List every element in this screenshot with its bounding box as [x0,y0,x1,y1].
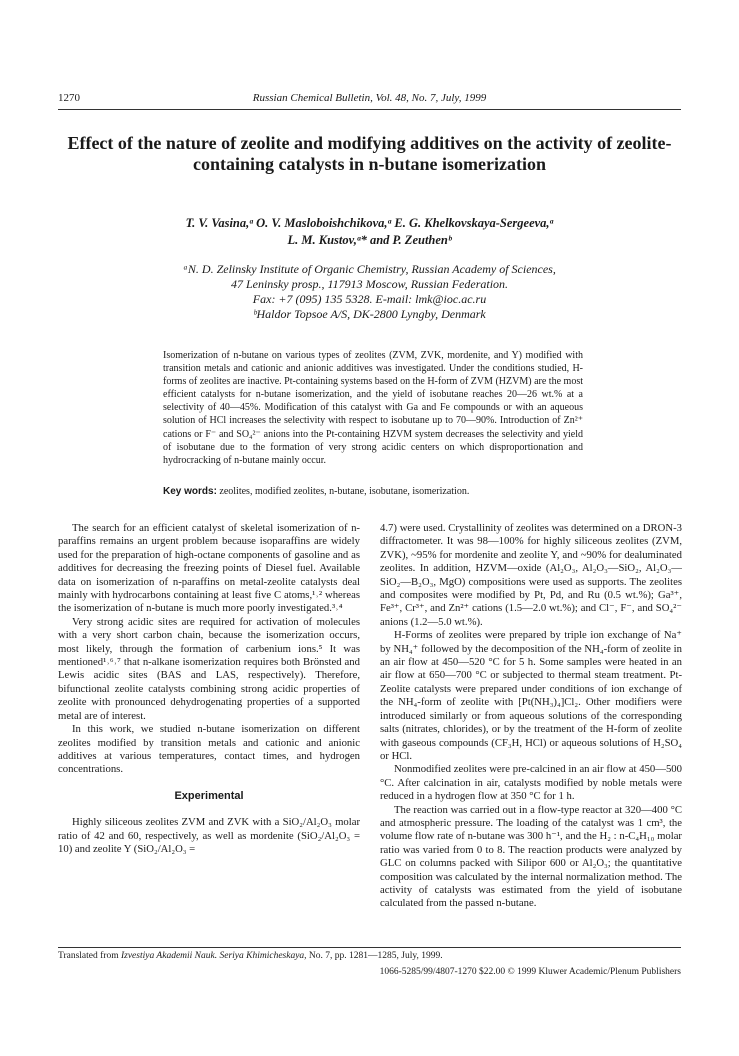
body-paragraph: Very strong acidic sites are required for activation of molecules with a very short carbon chain, because the isomerization occurs, most likely, through the formation of carbenium ions.⁵ It was mentioned¹˒⁶˒⁷ that n-alkane isomerization requires both Brönsted and Lewis acidic sites (BAS and LAS, respectively). Therefore, bifunctional zeolite catalysts combining strong acidic properties of zeolite with pronounced dehydrogenating properties of a supported metal are of interest. [58,615,360,722]
affiliation-line: ᵇHaldor Topsoe A/S, DK-2800 Lyngby, Denmark [253,307,486,321]
authors-line-1: T. V. Vasina,ᵃ O. V. Masloboishchikova,ᵃ E. G. Khelkovskaya-Sergeeva,ᵃ [185,216,554,230]
body-paragraph: The reaction was carried out in a flow-type reactor at 320—400 °C and atmospheric pressure. The loading of the catalyst was 1 cm³, the volume flow rate of n-butane was 300 h⁻¹, and the H₂ : n-C₄H₁₀ molar ratio was varied from 0 to 8. The reaction products were analyzed by GLC on columns packed with Silipor 600 or Al₂O₃; the quantitative composition was calculated by the internal normalization method. The activity of catalysts was estimated from the yield of isobutane calculated from the passed n-butane. [380,803,682,910]
abstract: Isomerization of n-butane on various types of zeolites (ZVM, ZVK, mordenite, and Y) modified with transition metals and cationic and anionic additives was investigated. Under the conditions studied, H-forms of zeolites are inactive. Pt-containing systems based on the H-form of ZVM (HZVM) are the most efficient catalysts for n-butane isomerization, and the yield of isobutane reaches 20—26 wt.% at a selectivity of 40—45%. Modification of this catalyst with Ga and Fe compounds or with an aqueous solution of HCl increases the selectivity with respect to isobutane up to 70—90%. Introduction of Zn²⁺ cations or F⁻ and SO₄²⁻ anions into the Pt-containing HZVM system decreases the selectivity and yield of isobutane due to the formation of very strong acidic centers on which disproportionation and hydrocracking of n-butane mainly occur. [163,350,583,466]
translation-prefix: Translated from [58,951,119,961]
affiliation-line: 47 Leninsky prosp., 117913 Moscow, Russian Federation. [230,277,509,291]
footer-rule [58,947,681,948]
keywords-label: Key words: [163,486,217,497]
header-rule [58,109,681,110]
affiliation-line: ᵃN. D. Zelinsky Institute of Organic Chemistry, Russian Academy of Sciences, [183,262,556,276]
affiliation-line: Fax: +7 (095) 135 5328. E-mail: lmk@ioc.ac.ru [252,292,487,306]
body-paragraph: In this work, we studied n-butane isomerization on different zeolites modified by transition metals and cationic and anionic additives at various temperatures, contact times, and hydrogen concentrations. [58,723,360,776]
journal-citation: Russian Chemical Bulletin, Vol. 48, No. 7, July, 1999 [252,92,487,104]
body-paragraph: H-Forms of zeolites were prepared by triple ion exchange of Na⁺ by NH₄⁺ followed by the decomposition of the NH₄-form of zeolite in an air flow at 450—520 °C for 5 h. Some samples were heated in an air flow at 650—700 °C or subjected to thermal steam treatment. Pt-Zeolite catalysts were prepared under conditions of ion exchange of the NH₄-form of zeolite with [Pt(NH₃)₄]Cl₂. Other modifiers were introduced similarly or from aqueous solutions of the corresponding salts (nitrates, chlorides), or by the treatment of the H-form of zeolite with gaseous compounds (CF₃H, HCl) or aqueous solutions of H₂SO₄ or HCl. [380,629,682,762]
article-title: Effect of the nature of zeolite and modifying additives on the activity of zeolite-containing catalysts in n-butane isomerization [67,133,672,174]
keywords [163,486,583,497]
section-heading-experimental: Experimental [174,789,244,802]
body-paragraph: 4.7) were used. Crystallinity of zeolites was determined on a DRON-3 diffractometer. It was 98—100% for highly siliceous zeolites (ZVM, ZVK), ~95% for mordenite and zeolite Y, and ~90% for dealuminated zeolites. In addition, HZVM—oxide (Al₂O₃, Al₂O₃—SiO₂, Al₂O₃—SiO₂—B₂O₃, MgO) compositions were used as supports. The zeolites and composites were modified by Pt, Pd, and Ru (0.5 wt.%); Ga³⁺, Fe³⁺, Cr³⁺, and Zn²⁺ cations (1.5—2.0 wt.%); and Cl⁻, F⁻, and SO₄²⁻ anions (1.2—5.0 wt.%). [380,522,682,628]
right-column [380,522,682,911]
translation-suffix: No. 7, pp. 1281—1285, July, 1999. [308,951,443,961]
copyright-line: 1066-5285/99/4807-1270 $22.00 © 1999 Kluwer Academic/Plenum Publishers [379,967,681,977]
author-list [60,215,679,249]
translation-source: Izvestiya Akademii Nauk. Seriya Khimicheskaya, [120,951,307,961]
translation-note [58,951,681,961]
body-paragraph: The search for an efficient catalyst of skeletal isomerization of n-paraffins remains an urgent problem because isoparaffins are widely used for the preparation of high-octane components of gasoline and as additives for decreasing the freezing points of Diesel fuel. Available data on isomerization of n-paraffins on metal-zeolite catalysts deal mainly with hydrocarbons containing at least five C atoms,¹˒² whereas the isomerization of n-butane is much more poorly investigated.³˒⁴ [58,522,360,615]
body-paragraph: Highly siliceous zeolites ZVM and ZVK with a SiO₂/Al₂O₃ molar ratio of 42 and 60, respectively, as well as mordenite (SiO₂/Al₂O₃ = 10) and zeolite Y (SiO₂/Al₂O₃ = [58,816,360,855]
body-paragraph: Nonmodified zeolites were pre-calcined in an air flow at 450—500 °C. After calcination in air, catalysts modified by noble metals were reduced in a hydrogen flow at 350 °C for 1 h. [380,763,682,803]
authors-line-2: L. M. Kustov,ᵃ* and P. Zeuthenᵇ [287,233,452,247]
affiliations [60,262,679,322]
page-number: 1270 [58,92,80,104]
running-header [58,92,681,108]
keywords-text: zeolites, modified zeolites, n-butane, isobutane, isomerization. [219,486,470,497]
left-column [58,522,360,856]
